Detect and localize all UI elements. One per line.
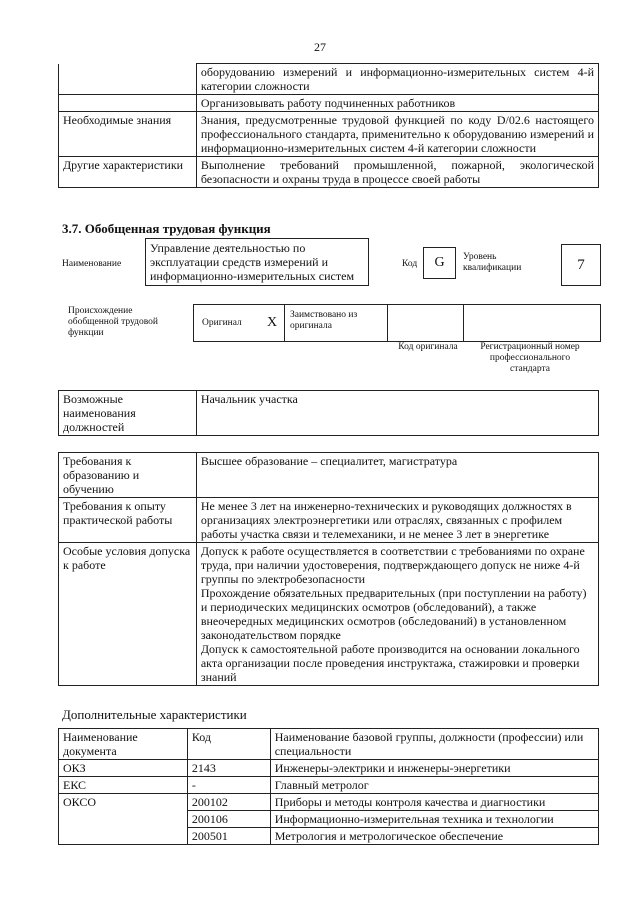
table-row (59, 543, 599, 686)
origin-box (193, 304, 601, 342)
top-row2-text: Организовывать работу подчиненных работников (196, 95, 598, 112)
cell-code: - (187, 777, 270, 794)
req-conditions-value (196, 543, 598, 686)
original-label: Оригинал (202, 318, 242, 328)
cell-code: 200102 (187, 794, 270, 811)
reg-caption: Регистрационный номер профессионального стандарта (480, 342, 580, 374)
req-conditions-label: Особые условия допуска к работе (59, 543, 197, 686)
cell-name: Метрология и метрологическое обеспечение (270, 828, 598, 845)
origin-label: Происхождение обобщенной трудовой функции (68, 306, 158, 338)
borrowed-label: Заимствовано из оригинала (290, 310, 358, 331)
table-row (59, 453, 599, 498)
name-label: Наименование (62, 259, 122, 269)
top-row4-label: Другие характеристики (59, 157, 197, 188)
cell-doc: ОКСО (59, 794, 188, 845)
cell-code: 200501 (187, 828, 270, 845)
table-row (59, 95, 599, 112)
code-caption: Код оригинала (398, 342, 458, 352)
req-experience-label: Требования к опыту практической работы (59, 498, 197, 543)
requirements-table (58, 452, 599, 686)
table-row (59, 498, 599, 543)
top-row4-text: Выполнение требований промышленной, пожарной, экологической безопасности и охраны труда в процессе своей работы (196, 157, 598, 188)
code-value: G (423, 247, 456, 279)
code-label: Код (402, 259, 418, 269)
table-row (59, 729, 599, 760)
additional-title: Дополнительные характеристики (62, 707, 247, 722)
section-title: 3.7. Обобщенная трудовая функция (62, 221, 271, 236)
table-row (59, 112, 599, 157)
cell-name: Инженеры-электрики и инженеры-энергетики (270, 760, 598, 777)
table-row (59, 157, 599, 188)
table-row (59, 760, 599, 777)
level-value: 7 (561, 244, 601, 286)
table-row (59, 794, 599, 811)
req-education-label: Требования к образованию и обучению (59, 453, 197, 498)
req-experience-value: Не менее 3 лет на инженерно-технических и руководящих должностях в организациях электроэнергетики или отраслях, связанных с профилем работы участка связи и телемеханики, и не менее 3 лет в энергетике (196, 498, 598, 543)
positions-label: Возможные наименования должностей (59, 391, 197, 436)
cell-name: Информационно-измерительная техника и технологии (270, 811, 598, 828)
cell-code: 2143 (187, 760, 270, 777)
cell-name: Главный метролог (270, 777, 598, 794)
top-row3-text: Знания, предусмотренные трудовой функцией по коду D/02.6 настоящего профессионального стандарта, применительно к оборудованию измерений и информационно-измерительных систем 4-й категории сложности (196, 112, 598, 157)
req-conditions-line-2: Прохождение обязательных предварительных (при поступлении на работу) и периодических медицинских осмотров (обследований), а также внеочередных медицинских осмотров (обследований) в установленном законодательством порядке (200, 586, 587, 642)
req-education-value: Высшее образование – специалитет, магистратура (196, 453, 598, 498)
level-label: Уровень квалификации (463, 252, 522, 273)
positions-value: Начальник участка (196, 391, 598, 436)
header-code: Код (187, 729, 270, 760)
cell-name: Приборы и методы контроля качества и диагностики (270, 794, 598, 811)
table-row (59, 391, 599, 436)
header-name: Наименование базовой группы, должности (профессии) или специальности (270, 729, 598, 760)
top-table (58, 63, 599, 188)
cell-doc: ОКЗ (59, 760, 188, 777)
top-row3-label: Необходимые знания (59, 112, 197, 157)
page-number: 27 (314, 40, 326, 54)
req-conditions-line-1: Допуск к работе осуществляется в соответствии с требованиями по охране труда, при наличии удостоверения, подтверждающего допуск не ниже 4-й группы по электробезопасности (200, 544, 585, 586)
additional-table (58, 728, 599, 845)
table-row (59, 777, 599, 794)
req-conditions-line-3: Допуск к самостоятельной работе производится на основании локального акта организации после проведения инструктажа, стажировки и проверки знаний (200, 642, 580, 684)
cell-doc: ЕКС (59, 777, 188, 794)
name-value: Управление деятельностью по эксплуатации средств измерений и информационно-измерительных систем (145, 238, 369, 286)
positions-table (58, 390, 599, 436)
table-row (59, 64, 599, 95)
original-mark: X (267, 315, 278, 330)
cell-code: 200106 (187, 811, 270, 828)
header-document: Наименование документа (59, 729, 188, 760)
top-row1-text: оборудованию измерений и информационно-измерительных систем 4-й категории сложности (196, 64, 598, 95)
